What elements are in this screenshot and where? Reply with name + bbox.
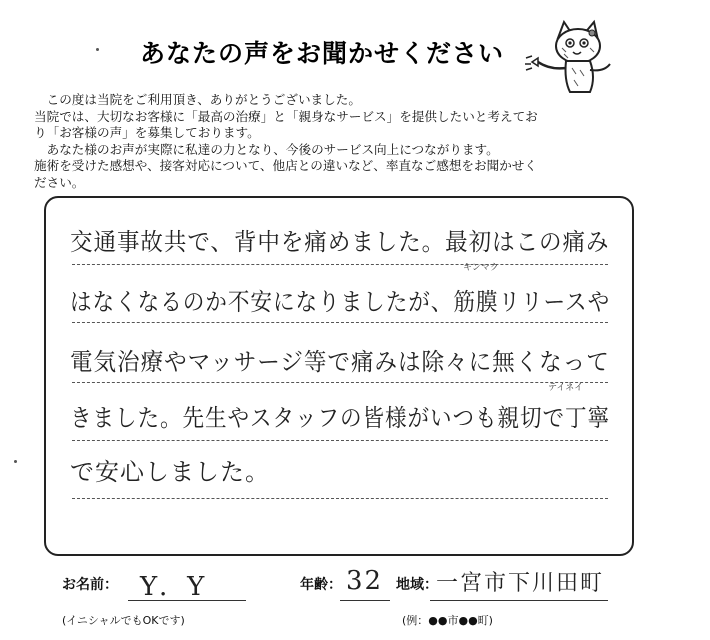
name-label: お名前： — [62, 577, 118, 593]
ruled-line — [72, 264, 608, 265]
area-hint: (例：●●市●●町) — [402, 614, 493, 627]
name-underline — [128, 600, 246, 601]
feedback-line: で安心しました。 — [70, 458, 270, 486]
name-hint: (イニシャルでもOKです) — [62, 614, 185, 627]
feedback-line: 交通事故共で、背中を痛めました。最初はこの痛み — [70, 228, 610, 256]
age-underline — [340, 600, 390, 601]
ruled-line — [72, 440, 608, 441]
feedback-line: きました。先生やスタッフの皆様がいつも親切で丁寧 — [70, 404, 610, 432]
area-value: 一宮市下川田町 — [436, 571, 605, 596]
scan-speck — [96, 48, 99, 51]
page-title: あなたの声をお聞かせください — [140, 39, 505, 68]
area-underline — [430, 600, 608, 601]
scan-speck — [14, 460, 17, 463]
intro-line: ださい。 — [34, 174, 85, 190]
feedback-line: はなくなるのか不安になりましたが、筋膜リリースや — [70, 288, 611, 316]
ruled-line — [72, 498, 608, 499]
age-value: 32 — [346, 566, 384, 596]
intro-line: 施術を受けた感想や、接客対応について、他店との違いなど、率直なご感想をお聞かせく — [34, 158, 537, 173]
intro-line: この度は当院をご利用頂き、ありがとうございました。 — [34, 92, 361, 107]
area-label: 地域： — [396, 577, 438, 593]
intro-line: り「お客様の声」を募集しております。 — [34, 125, 260, 140]
intro-line: 当院では、大切なお客様に「最高の治療」と「親身なサービス」を提供したいと考えてお — [34, 108, 538, 124]
age-label: 年齢： — [300, 577, 342, 593]
ruled-line — [72, 382, 608, 383]
ruby-kinmaku: キンマク — [463, 263, 499, 273]
feedback-line: 電気治療やマッサージ等で痛みは除々に無くなって — [70, 348, 610, 376]
intro-text — [34, 92, 674, 191]
ruby-teinei: テイネイ — [548, 383, 584, 393]
name-value: Y．Y — [140, 572, 207, 602]
intro-line: あなた様のお声が実際に私達の力となり、今後のサービス向上につながります。 — [34, 141, 499, 157]
cat-mascot-icon — [520, 18, 620, 98]
ruled-line — [72, 322, 608, 323]
